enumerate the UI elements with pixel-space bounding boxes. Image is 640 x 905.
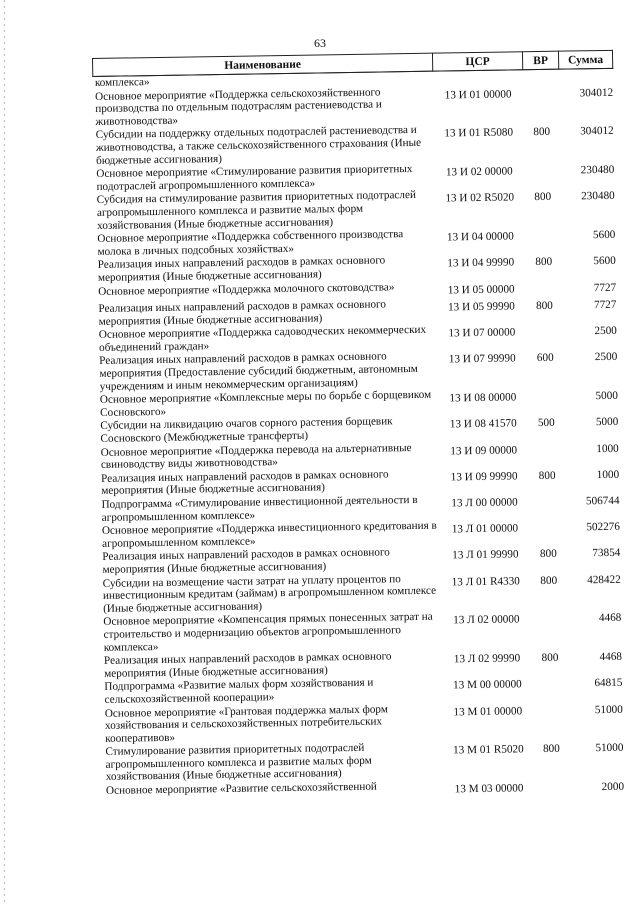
row-vr bbox=[526, 278, 562, 296]
row-vr: 800 bbox=[541, 651, 559, 665]
row-csr: 13 И 07 99990 bbox=[448, 352, 516, 366]
row-vr: 800 bbox=[533, 126, 551, 139]
row-vr bbox=[533, 700, 570, 739]
row-name: Реализация иных направлений расходов в рамках основного мероприятия (Иные бюджетные ассигнования) bbox=[97, 254, 386, 284]
row-vr: 800 bbox=[534, 191, 552, 204]
row-name: Основное мероприятие «Комплексные меры по борьбе с борщевиком Сосновского» bbox=[99, 388, 432, 419]
row-sum: 73854 bbox=[592, 547, 621, 560]
row-name: Реализация иных направлений расходов в рамках основного мероприятия (Иные бюджетные ассигнования) bbox=[98, 298, 387, 328]
page-number: 63 bbox=[314, 36, 326, 50]
row-vr: 800 bbox=[540, 574, 558, 587]
row-name: Субсидии на поддержку отдельных подотраслей растениеводства и животноводства, а также сельскохозяйственного страхования (Иные бюджетные ассигнования) bbox=[95, 124, 422, 167]
row-vr bbox=[527, 322, 563, 349]
row-sum: 2500 bbox=[594, 325, 617, 338]
row-csr: 13 М 03 00000 bbox=[454, 782, 524, 796]
row-name: Основное мероприятие «Компенсация прямых понесенных затрат на строительство и модернизацию объектов агропромышленного комплекса» bbox=[103, 611, 433, 654]
row-sum: 230480 bbox=[580, 163, 615, 177]
row-vr: 800 bbox=[535, 299, 553, 313]
row-csr: 13 И 07 00000 bbox=[448, 326, 516, 340]
header-vr: ВР bbox=[522, 51, 558, 70]
row-csr: 13 Л 00 00000 bbox=[451, 496, 518, 510]
row-name: Стимулирование развития приоритетных подотраслей агропромышленного комплекса и развитие малых форм хозяйствования (Иные бюджетные ассигнования) bbox=[105, 742, 372, 784]
row-name: Основное мероприятие «Развитие сельскохозяйственной bbox=[105, 780, 377, 797]
row-vr bbox=[529, 439, 565, 466]
row-sum: 64815 bbox=[594, 677, 623, 690]
row-vr bbox=[528, 387, 564, 414]
row-sum: 7727 bbox=[593, 281, 617, 294]
row-vr: 500 bbox=[537, 417, 555, 430]
row-name: Субсидия на стимулирование развития приоритетных подотраслей агропромышленного комплекса и развитие малых форм хозяйствования (Иные бюджетные ассигнования) bbox=[96, 189, 416, 232]
row-name: Основное мероприятие «Поддержка перевода на альтернативные свиноводству виды животноводства» bbox=[100, 441, 412, 472]
row-name: Подпрограмма «Развитие малых форм хозяйствования и сельскохозяйственной кооперации» bbox=[104, 676, 374, 706]
row-name: Основное мероприятие «Поддержка сельскохозяйственного производства по отдельным подотраслям растениеводства и животноводства» bbox=[95, 86, 382, 128]
row-sum: 304012 bbox=[580, 125, 614, 138]
row-csr: 13 И 04 00000 bbox=[446, 230, 514, 244]
row-name: Основное мероприятие «Стимулирование развития приоритетных подотраслей агропромышленного комплекса» bbox=[96, 163, 413, 193]
row-sum: 5600 bbox=[593, 255, 616, 268]
row-sum: 51000 bbox=[594, 703, 623, 716]
row-name: Субсидии на ликвидацию очагов сорного растения борщевик Сосновского (Межбюджетные трансферты) bbox=[100, 415, 393, 445]
row-csr: 13 И 04 99990 bbox=[447, 256, 515, 270]
row-vr bbox=[525, 226, 561, 253]
row-csr: 13 И 05 00000 bbox=[447, 282, 515, 296]
row-sum: 7727 bbox=[593, 298, 617, 312]
row-vr bbox=[523, 83, 560, 122]
row-csr: 13 И 01 R5080 bbox=[444, 126, 514, 140]
row-vr: 800 bbox=[542, 743, 560, 756]
row-csr: 13 Л 02 00000 bbox=[453, 613, 520, 627]
row-name: Субсидии на возмещение части затрат на уплату процентов по инвестиционным кредитам (займам) в агропромышленном комплексе (Иные бюджетные ассигнования) bbox=[102, 572, 437, 615]
row-name: Основное мероприятие «Поддержка собственного производства молока в личных подсобных хозяйствах» bbox=[97, 228, 404, 258]
row-vr: 800 bbox=[539, 548, 557, 561]
row-sum: 506744 bbox=[585, 494, 620, 508]
row-csr: 13 М 01 R5020 bbox=[453, 743, 524, 757]
row-sum: 304012 bbox=[579, 86, 614, 99]
row-sum: 2000 bbox=[601, 780, 625, 794]
row-name: Подпрограмма «Стимулирование инвестиционной деятельности в агропромышленном комплексе» bbox=[101, 493, 418, 524]
row-csr: 13 М 01 00000 bbox=[453, 704, 523, 718]
row-sum: 1000 bbox=[596, 468, 620, 481]
row-name: Реализация иных направлений расходов в рамках основного мероприятия (Иные бюджетные ассигнования) bbox=[101, 468, 389, 498]
row-sum: 1000 bbox=[596, 442, 619, 455]
row-vr: 800 bbox=[535, 256, 553, 269]
row-sum: 5000 bbox=[595, 416, 619, 429]
header-sum: Сумма bbox=[558, 50, 612, 69]
row-csr: 13 Л 01 R4330 bbox=[451, 574, 520, 588]
row-name: Основное мероприятие «Поддержка инвестиционного кредитования в агропромышленном комплексе» bbox=[101, 519, 437, 550]
row-csr: 13 И 02 00000 bbox=[445, 165, 513, 179]
header-name: Наименование bbox=[93, 53, 433, 76]
row-sum: 5000 bbox=[595, 390, 618, 403]
row-csr: 13 И 09 00000 bbox=[450, 443, 518, 458]
row-name: Основное мероприятие «Поддержка садоводческих некоммерческих объединений граждан» bbox=[98, 324, 427, 354]
row-sum: 4468 bbox=[599, 650, 623, 664]
row-vr bbox=[523, 69, 559, 84]
row-sum: 502276 bbox=[586, 520, 621, 534]
row-csr: 13 Л 01 99990 bbox=[452, 548, 519, 562]
header-csr: ЦСР bbox=[432, 52, 522, 71]
row-sum: 4468 bbox=[598, 612, 622, 625]
row-csr: 13 Л 01 00000 bbox=[451, 522, 519, 536]
row-vr bbox=[530, 518, 566, 545]
row-csr: 13 И 09 99990 bbox=[450, 470, 518, 484]
row-name: Основное мероприятие «Поддержка молочного скотоводства» bbox=[98, 280, 395, 298]
row-csr: 13 Л 02 99990 bbox=[453, 652, 521, 666]
row-vr bbox=[532, 674, 568, 701]
row-csr: 13 И 05 99990 bbox=[447, 300, 515, 314]
row-csr: 13 М 00 00000 bbox=[452, 678, 522, 692]
row-csr: 13 И 08 41570 bbox=[449, 417, 517, 431]
row-csr bbox=[433, 70, 523, 86]
row-name: комплекса» bbox=[94, 76, 150, 89]
scan-edge bbox=[4, 0, 5, 905]
row-csr: 13 И 01 00000 bbox=[444, 88, 512, 102]
row-vr bbox=[534, 778, 570, 796]
row-name: Реализация иных направлений расходов в рамках основного мероприятия (Иные бюджетные ассигнования) bbox=[102, 546, 390, 576]
row-name: Реализация иных направлений расходов в рамках основного мероприятия (Иные бюджетные ассигнования) bbox=[103, 650, 392, 680]
row-vr bbox=[531, 609, 568, 648]
row-sum: 5600 bbox=[592, 228, 616, 242]
row-sum: 230480 bbox=[581, 190, 615, 203]
budget-table bbox=[92, 50, 625, 803]
row-sum: 2500 bbox=[594, 351, 618, 364]
row-csr: 13 И 08 00000 bbox=[449, 391, 517, 405]
row-sum: 428422 bbox=[587, 573, 621, 586]
row-vr: 600 bbox=[536, 352, 554, 365]
row-csr: 13 И 02 R5020 bbox=[445, 191, 515, 205]
row-vr bbox=[524, 161, 560, 188]
row-name: Реализация иных направлений расходов в рамках основного мероприятия (Предоставление субсидий бюджетным, автономным учреждениям и иным некоммерческим организациям) bbox=[99, 350, 418, 393]
row-vr bbox=[529, 492, 565, 519]
row-sum: 51000 bbox=[595, 742, 624, 755]
row-sum bbox=[559, 68, 613, 83]
row-vr: 800 bbox=[538, 469, 556, 482]
row-name: Основное мероприятие «Грантовая поддержка малых форм хозяйствования и сельскохозяйственных потребительских кооперативов» bbox=[104, 702, 388, 745]
